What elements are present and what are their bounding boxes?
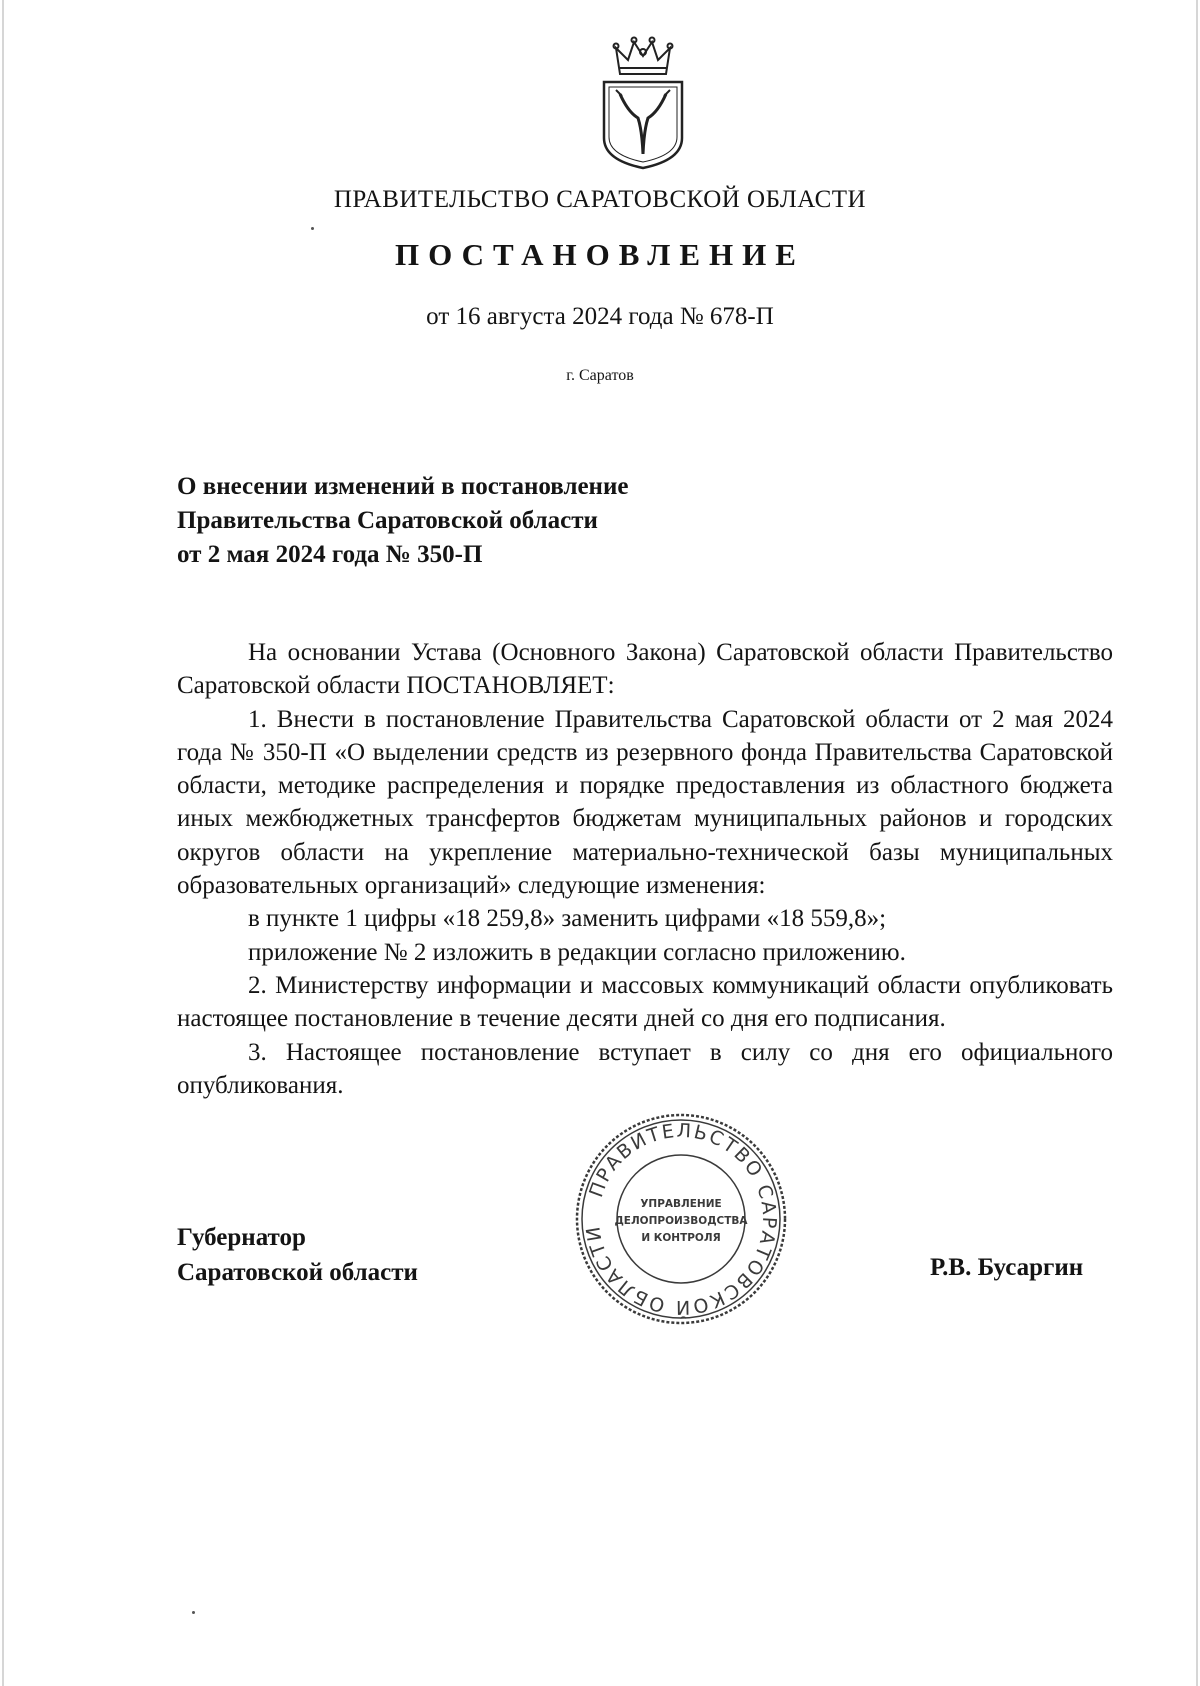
signatory-name: Р.В. Бусаргин bbox=[930, 1254, 1084, 1281]
document-subject bbox=[177, 470, 628, 572]
item-1-subitem-b: приложение № 2 изложить в редакции согласно приложению. bbox=[248, 938, 906, 966]
stamp-center-line-2: ДЕЛОПРОИЗВОДСТВА bbox=[614, 1215, 748, 1227]
document-city: г. Саратов bbox=[566, 367, 634, 384]
stamp-center-line-1: УПРАВЛЕНИЕ bbox=[640, 1198, 722, 1210]
signatory-title-line: Саратовской области bbox=[177, 1259, 418, 1286]
stamp-ring-text: ПРАВИТЕЛЬСТВО САРАТОВСКОЙ ОБЛАСТИ bbox=[581, 1119, 781, 1319]
subject-line: Правительства Саратовской области bbox=[177, 507, 598, 534]
document-body bbox=[177, 636, 1113, 1102]
coat-of-arms-emblem bbox=[598, 34, 688, 170]
preamble-paragraph: На основании Устава (Основного Закона) Саратовской области Правительство Саратовской области ПОСТАНОВЛЯЕТ: bbox=[177, 639, 1113, 700]
item-3-paragraph: 3. Настоящее постановление вступает в силу со дня его официального опубликования. bbox=[177, 1038, 1113, 1099]
subject-line: от 2 мая 2024 года № 350-П bbox=[177, 541, 483, 568]
item-1-subitem-a: в пункте 1 цифры «18 259,8» заменить цифрами «18 559,8»; bbox=[248, 905, 887, 933]
government-name: ПРАВИТЕЛЬСТВО САРАТОВСКОЙ ОБЛАСТИ bbox=[333, 186, 867, 213]
document-type: ПОСТАНОВЛЕНИЕ bbox=[395, 237, 805, 272]
document-date-number: от 16 августа 2024 года № 678-П bbox=[426, 303, 774, 330]
official-stamp bbox=[572, 1110, 790, 1328]
subject-line: О внесении изменений в постановление bbox=[177, 473, 629, 500]
item-2-paragraph: 2. Министерству информации и массовых коммуникаций области опубликовать настоящее постановление в течение десяти дней со дня его подписания. bbox=[177, 971, 1113, 1033]
signatory-title bbox=[177, 1220, 418, 1290]
signatory-title-line: Губернатор bbox=[177, 1224, 306, 1251]
scan-speck bbox=[311, 227, 314, 230]
stamp-center-line-3: И КОНТРОЛЯ bbox=[641, 1232, 721, 1244]
item-1-paragraph: 1. Внести в постановление Правительства Саратовской области от 2 мая 2024 года № 350-П «О выделении средств из резервного фонда Правительства Саратовской области, методике распределения и порядке предоставления из областного бюджета иных межбюджетных трансфертов бюджетам муниципальных районов и городских округов области на укрепление материально-технической базы муниципальных образовательных организаций» следующие изменения: bbox=[177, 705, 1113, 900]
scan-speck bbox=[192, 1611, 195, 1614]
